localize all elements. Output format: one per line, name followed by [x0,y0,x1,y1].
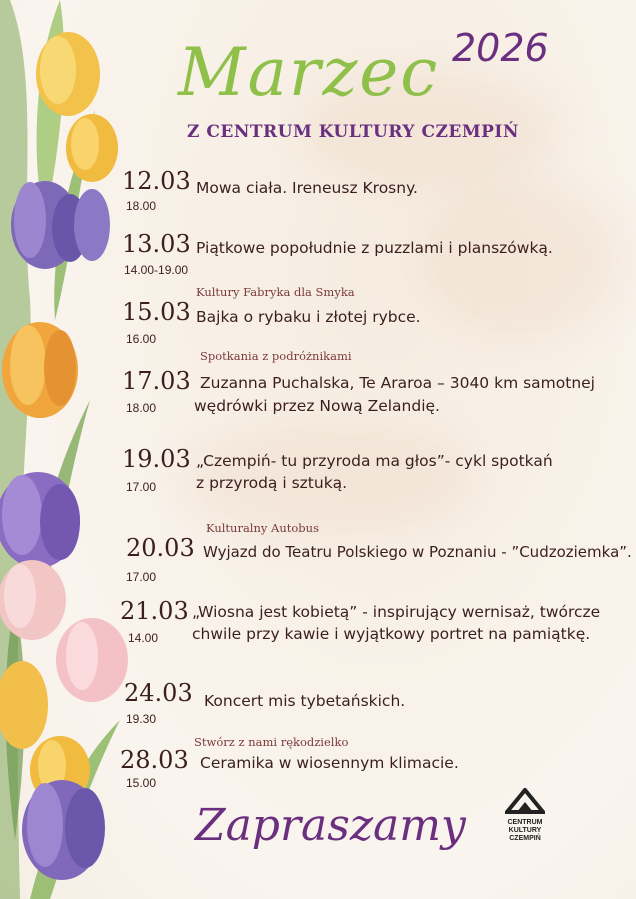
event-description: Piątkowe popołudnie z puzzlami i planszówką. [196,239,553,257]
event-description: Mowa ciała. Ireneusz Krosny. [196,179,418,197]
event-category: Kulturalny Autobus [206,521,319,535]
event-time: 18.00 [126,401,157,415]
invite-footer: Zapraszamy [195,800,466,851]
tulip-icon [0,661,48,749]
event-time: 15.00 [126,776,157,790]
event-description: „Czempiń- tu przyroda ma głos”- cykl spotkań [196,452,553,470]
ck-czempin-logo [500,788,550,843]
event-description: Koncert mis tybetańskich. [204,692,406,710]
month-title: Marzec [178,34,440,111]
event-date: 20.03 [126,534,195,562]
event-description: chwile przy kawie i wyjątkowy portret na pamiątkę. [192,625,591,643]
event-description: „Wiosna jest kobietą” - inspirujący wernisaż, twórcze [192,603,601,621]
logo-text: CZEMPIŃ [509,835,541,842]
event-date: 17.03 [122,367,191,395]
event-category: Stwórz z nami rękodzielko [194,735,349,749]
logo-triangle-icon [505,788,545,814]
event-time: 16.00 [126,332,157,346]
event-description: Wyjazd do Teatru Polskiego w Poznaniu - ”Cudzoziemka”. [203,543,632,561]
event-time: 17.00 [126,480,157,494]
event-date: 15.03 [122,298,191,326]
flower-illustration [0,0,140,899]
year-label: 2026 [452,26,549,70]
event-date: 24.03 [124,679,193,707]
event-category: Kultury Fabryka dla Smyka [196,285,355,299]
event-description: wędrówki przez Nową Zelandię. [194,397,440,415]
event-date: 21.03 [120,597,189,625]
crocus-icon [74,189,110,261]
event-description: Bajka o rybaku i złotej rybce. [196,308,421,326]
background-stain [420,180,620,340]
logo-text: KULTURY [508,827,542,834]
event-time: 14.00-19.00 [124,263,189,277]
event-time: 17.00 [126,570,157,584]
event-description: Zuzanna Puchalska, Te Araroa – 3040 km samotnej [200,374,595,392]
event-time: 18.00 [126,199,157,213]
event-time: 14.00 [128,631,159,645]
event-description: z przyrodą i sztuką. [196,474,348,492]
event-time: 19.30 [126,712,157,726]
event-date: 19.03 [122,445,191,473]
event-description: Ceramika w wiosennym klimacie. [200,754,459,772]
subtitle: Z CENTRUM KULTURY CZEMPIŃ [187,122,519,142]
logo-text: CENTRUM [507,819,543,826]
event-date: 28.03 [120,746,189,774]
event-category: Spotkania z podróżnikami [200,349,352,363]
event-date: 13.03 [122,230,191,258]
event-date: 12.03 [122,167,191,195]
